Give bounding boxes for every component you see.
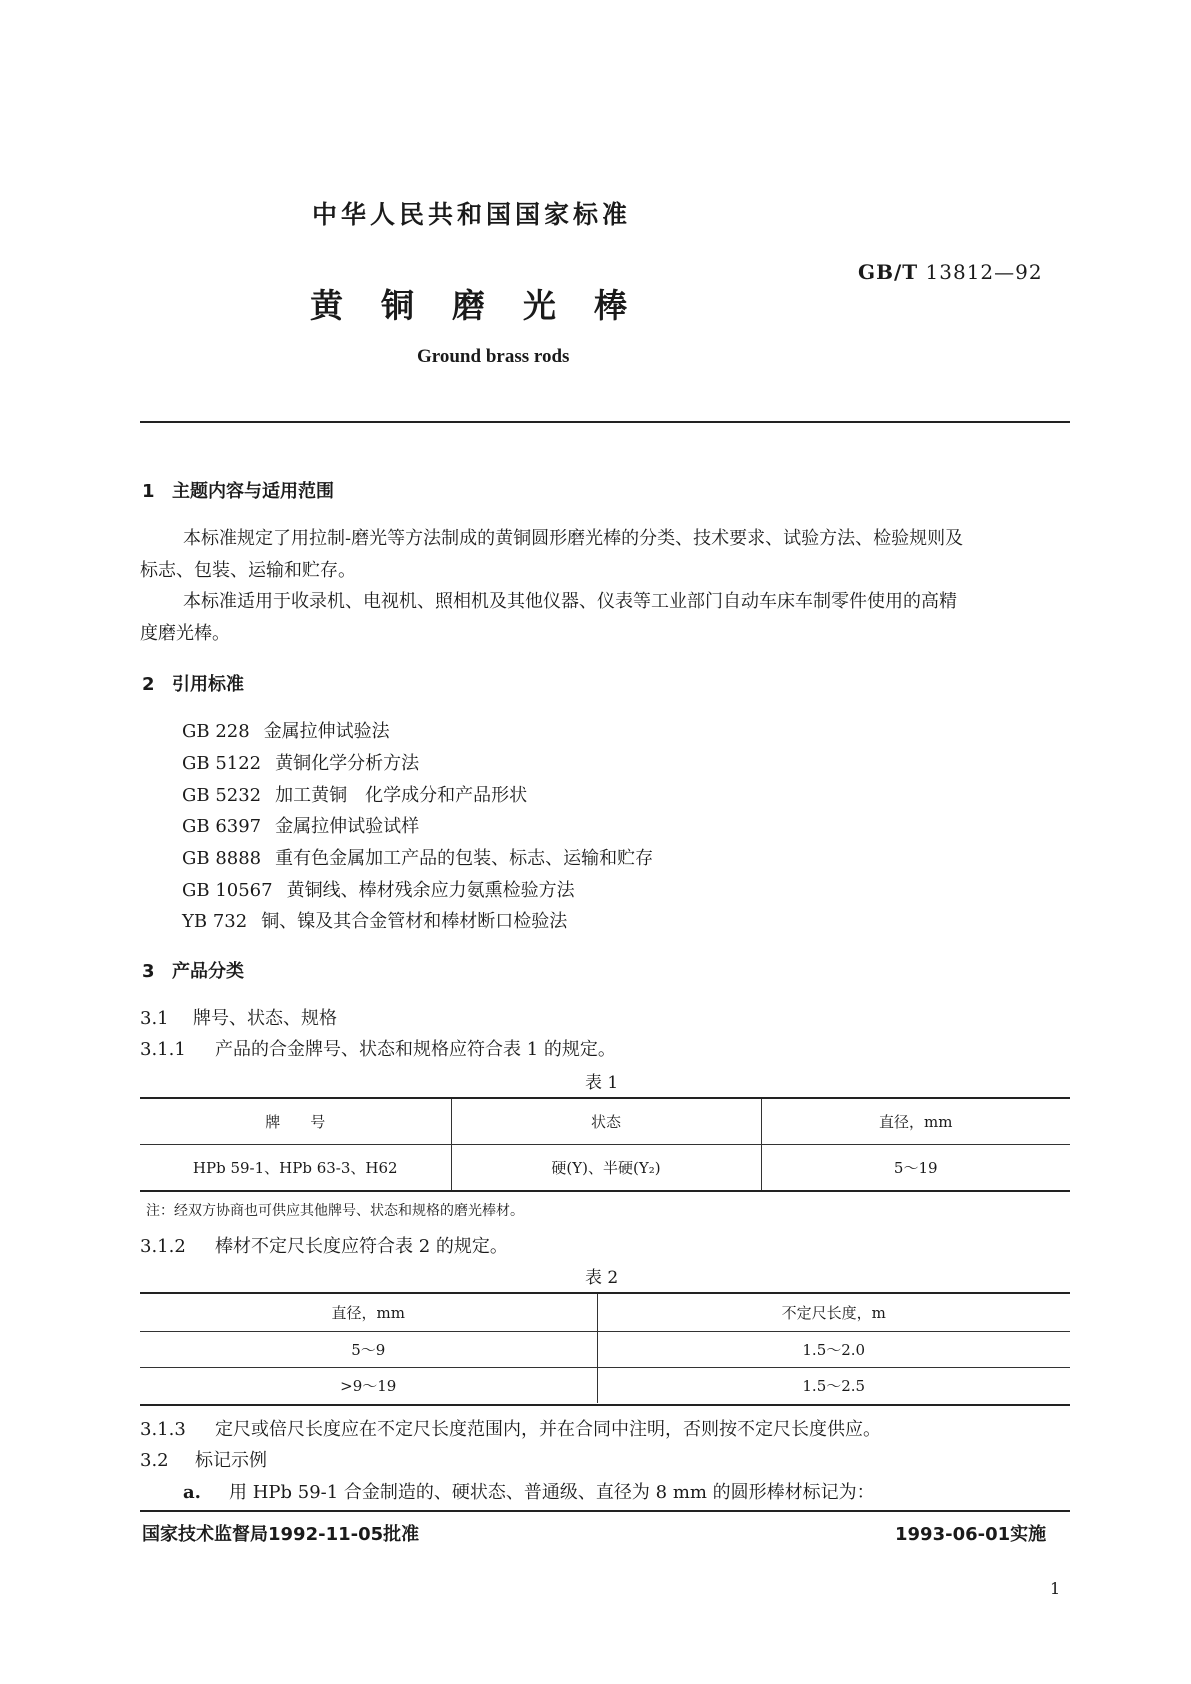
table-row <box>140 1099 1070 1144</box>
table-row <box>140 1294 1070 1331</box>
table-cell: 5～19 <box>893 1158 938 1177</box>
page-number: 1 <box>1050 1579 1061 1598</box>
table-header-cell: 牌 号 <box>140 1099 451 1144</box>
clause-3-1-2: 3.1.2 棒材不定尺长度应符合表 2 的规定。 <box>140 1236 508 1257</box>
table-2-caption: 表 2 <box>585 1268 619 1288</box>
header-rule <box>140 421 1070 423</box>
code-number: 13812—92 <box>925 260 1043 284</box>
table-header-cell: 不定尺长度，m <box>597 1294 1070 1331</box>
table-1-note: 注：经双方协商也可供应其他牌号、状态和规格的磨光棒材。 <box>146 1203 524 1219</box>
table-2 <box>140 1294 1070 1403</box>
reference-item: GB 8888 重有色金属加工产品的包装、标志、运输和贮存 <box>182 848 654 869</box>
section-1-heading: 1 主题内容与适用范围 <box>142 481 334 502</box>
clause-3-1-1: 3.1.1 产品的合金牌号、状态和规格应符合表 1 的规定。 <box>140 1039 616 1060</box>
reference-item: GB 5122 黄铜化学分析方法 <box>182 753 420 774</box>
table-header-cell: 状态 <box>451 1099 761 1144</box>
table-1-bottom-rule <box>140 1190 1070 1192</box>
table-cell: HPb 59-1、HPb 63-3、H62 <box>140 1144 451 1190</box>
marking-example-a: a. 用 HPb 59-1 合金制造的、硬状态、普通级、直径为 8 mm 的圆形棒材标记为： <box>183 1482 875 1503</box>
table-cell: 1.5～2.0 <box>597 1331 1070 1367</box>
table-row <box>140 1331 1070 1367</box>
footer-rule <box>140 1510 1070 1512</box>
effective-date: 1993-06-01实施 <box>895 1524 1047 1545</box>
section-3-heading: 3 产品分类 <box>142 961 244 982</box>
table-cell: 5～9 <box>140 1331 597 1367</box>
approval-line: 国家技术监督局1992-11-05批准 <box>142 1524 420 1545</box>
table-row <box>140 1367 1070 1403</box>
table-2-bottom-rule <box>140 1404 1070 1406</box>
section-2-heading: 2 引用标准 <box>142 674 244 695</box>
section-1-paragraph-2-line-1: 本标准适用于收录机、电视机、照相机及其他仪器、仪表等工业部门自动车床车制零件使用的高精 <box>183 591 957 612</box>
table-cell: 1.5～2.5 <box>802 1376 866 1395</box>
document-title-cn: 黄铜磨光棒 <box>310 286 665 325</box>
section-1-paragraph-1-line-2: 标志、包装、运输和贮存。 <box>140 560 356 581</box>
table-cell: >9～19 <box>140 1367 597 1403</box>
table-1-caption: 表 1 <box>585 1073 619 1093</box>
subsection-3-2: 3.2 标记示例 <box>140 1450 267 1471</box>
standard-code <box>858 260 1043 284</box>
table-1 <box>140 1099 1070 1190</box>
reference-item: YB 732 铜、镍及其合金管材和棒材断口检验法 <box>182 911 568 932</box>
clause-3-1-3: 3.1.3 定尺或倍尺长度应在不定尺长度范围内，并在合同中注明，否则按不定尺长度供应。 <box>140 1419 881 1440</box>
reference-item: GB 6397 金属拉伸试验试样 <box>182 816 420 837</box>
country-standard-heading: 中华人民共和国国家标准 <box>312 200 632 229</box>
code-prefix: GB/T <box>858 260 919 284</box>
document-title-en: Ground brass rods <box>417 346 570 367</box>
table-cell: 硬(Y)、半硬(Y₂) <box>451 1144 761 1190</box>
section-1-paragraph-2-line-2: 度磨光棒。 <box>140 623 230 644</box>
reference-item: GB 5232 加工黄铜 化学成分和产品形状 <box>182 785 528 806</box>
table-header-cell: 直径，mm <box>140 1294 597 1331</box>
table-row <box>140 1144 1070 1190</box>
table-header-cell: 直径，mm <box>761 1099 1070 1144</box>
reference-item: GB 10567 黄铜线、棒材残余应力氨熏检验方法 <box>182 880 575 901</box>
subsection-3-1: 3.1 牌号、状态、规格 <box>140 1008 337 1029</box>
section-1-paragraph-1-line-1: 本标准规定了用拉制-磨光等方法制成的黄铜圆形磨光棒的分类、技术要求、试验方法、检验规则及 <box>183 528 964 549</box>
reference-item: GB 228 金属拉伸试验法 <box>182 721 390 742</box>
